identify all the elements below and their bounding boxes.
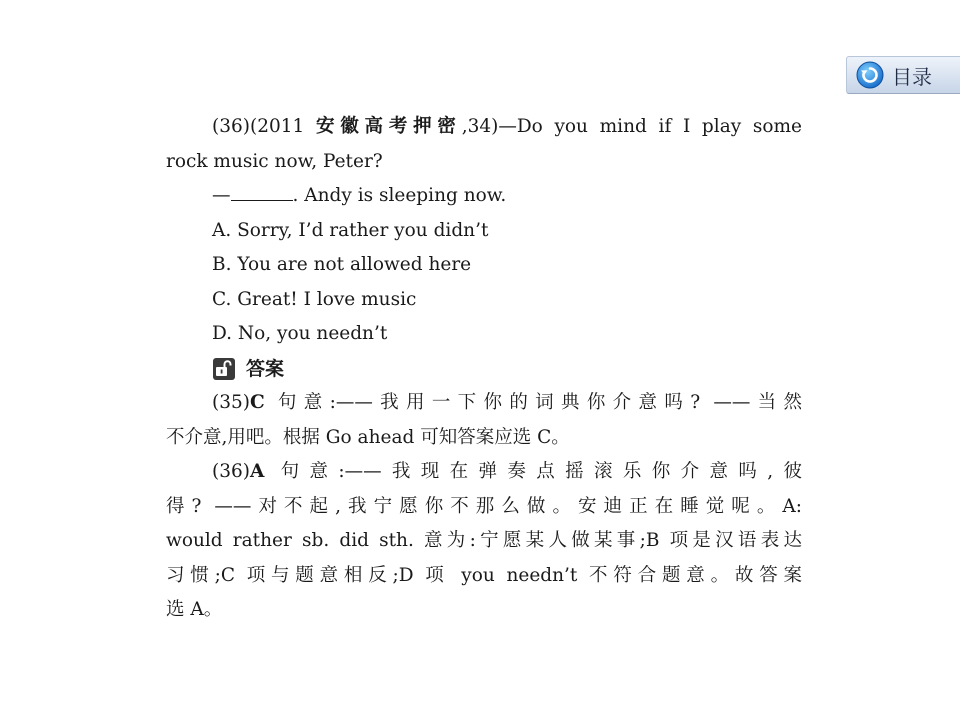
answer-36-line-4 [166, 559, 802, 594]
answer-36-text-1: 句意:——我现在弹奏点摇滚乐你介意吗,彼 [264, 461, 802, 482]
answer-35-text-1: 句意:——我用一下你的词典你介意吗? ——当然 [264, 392, 802, 413]
question-reply-line [166, 179, 802, 214]
answer-36-key: A [249, 461, 265, 482]
toc-button[interactable] [846, 56, 960, 94]
answer-blank [231, 182, 293, 201]
question-prompt-line-1: —Do you mind if I play some [498, 116, 802, 137]
unlock-icon [212, 357, 236, 381]
reply-dash: — [212, 185, 231, 206]
answer-36-line-1 [166, 455, 802, 490]
document-body [166, 110, 802, 628]
answer-36-line-3 [166, 524, 802, 559]
answer-36-text-2: 得? ——对不起,我宁愿你不那么做。安迪正在睡觉呢。A: [166, 495, 802, 517]
question-number: (36) [212, 116, 250, 137]
answer-36-text-5: 选 A。 [166, 599, 223, 620]
answer-36-line-2 [166, 490, 802, 525]
question-prompt-line-2: rock music now, Peter? [166, 150, 383, 172]
answer-35-line-1 [166, 386, 802, 421]
question-source-open: (2011 [249, 116, 316, 137]
option-a: A. Sorry, I’d rather you didn’t [212, 219, 489, 241]
answer-36-text-4: 习惯;C 项与题意相反;D 项 you needn’t 不符合题意。故答案 [166, 564, 802, 586]
option-b: B. You are not allowed here [212, 254, 472, 275]
question-source-name: 安徽高考押密 [315, 116, 462, 137]
question-line-2 [166, 145, 802, 180]
answer-35-number: (35) [212, 392, 250, 413]
option-d: D. No, you needn’t [212, 323, 388, 344]
toc-label: 目录 [892, 64, 932, 89]
answer-36-text-3: would rather sb. did sth. 意为:宁愿某人做某事;B 项是汉语表达 [166, 530, 802, 551]
question-line-1 [166, 110, 802, 145]
answer-heading: 答案 [246, 357, 285, 380]
reply-rest: . Andy is sleeping now. [292, 185, 507, 206]
answer-35-line-2 [166, 421, 802, 456]
question-source-close: ,34) [461, 116, 499, 137]
answer-35-key: C [249, 392, 265, 413]
option-c: C. Great! I love music [212, 288, 417, 310]
answer-36-line-5 [166, 593, 802, 628]
answer-35-text-2: 不介意,用吧。根据 Go ahead 可知答案应选 C。 [166, 426, 570, 448]
answer-heading-row [166, 352, 802, 387]
answer-36-number: (36) [212, 461, 250, 482]
return-arrow-icon [856, 61, 884, 89]
